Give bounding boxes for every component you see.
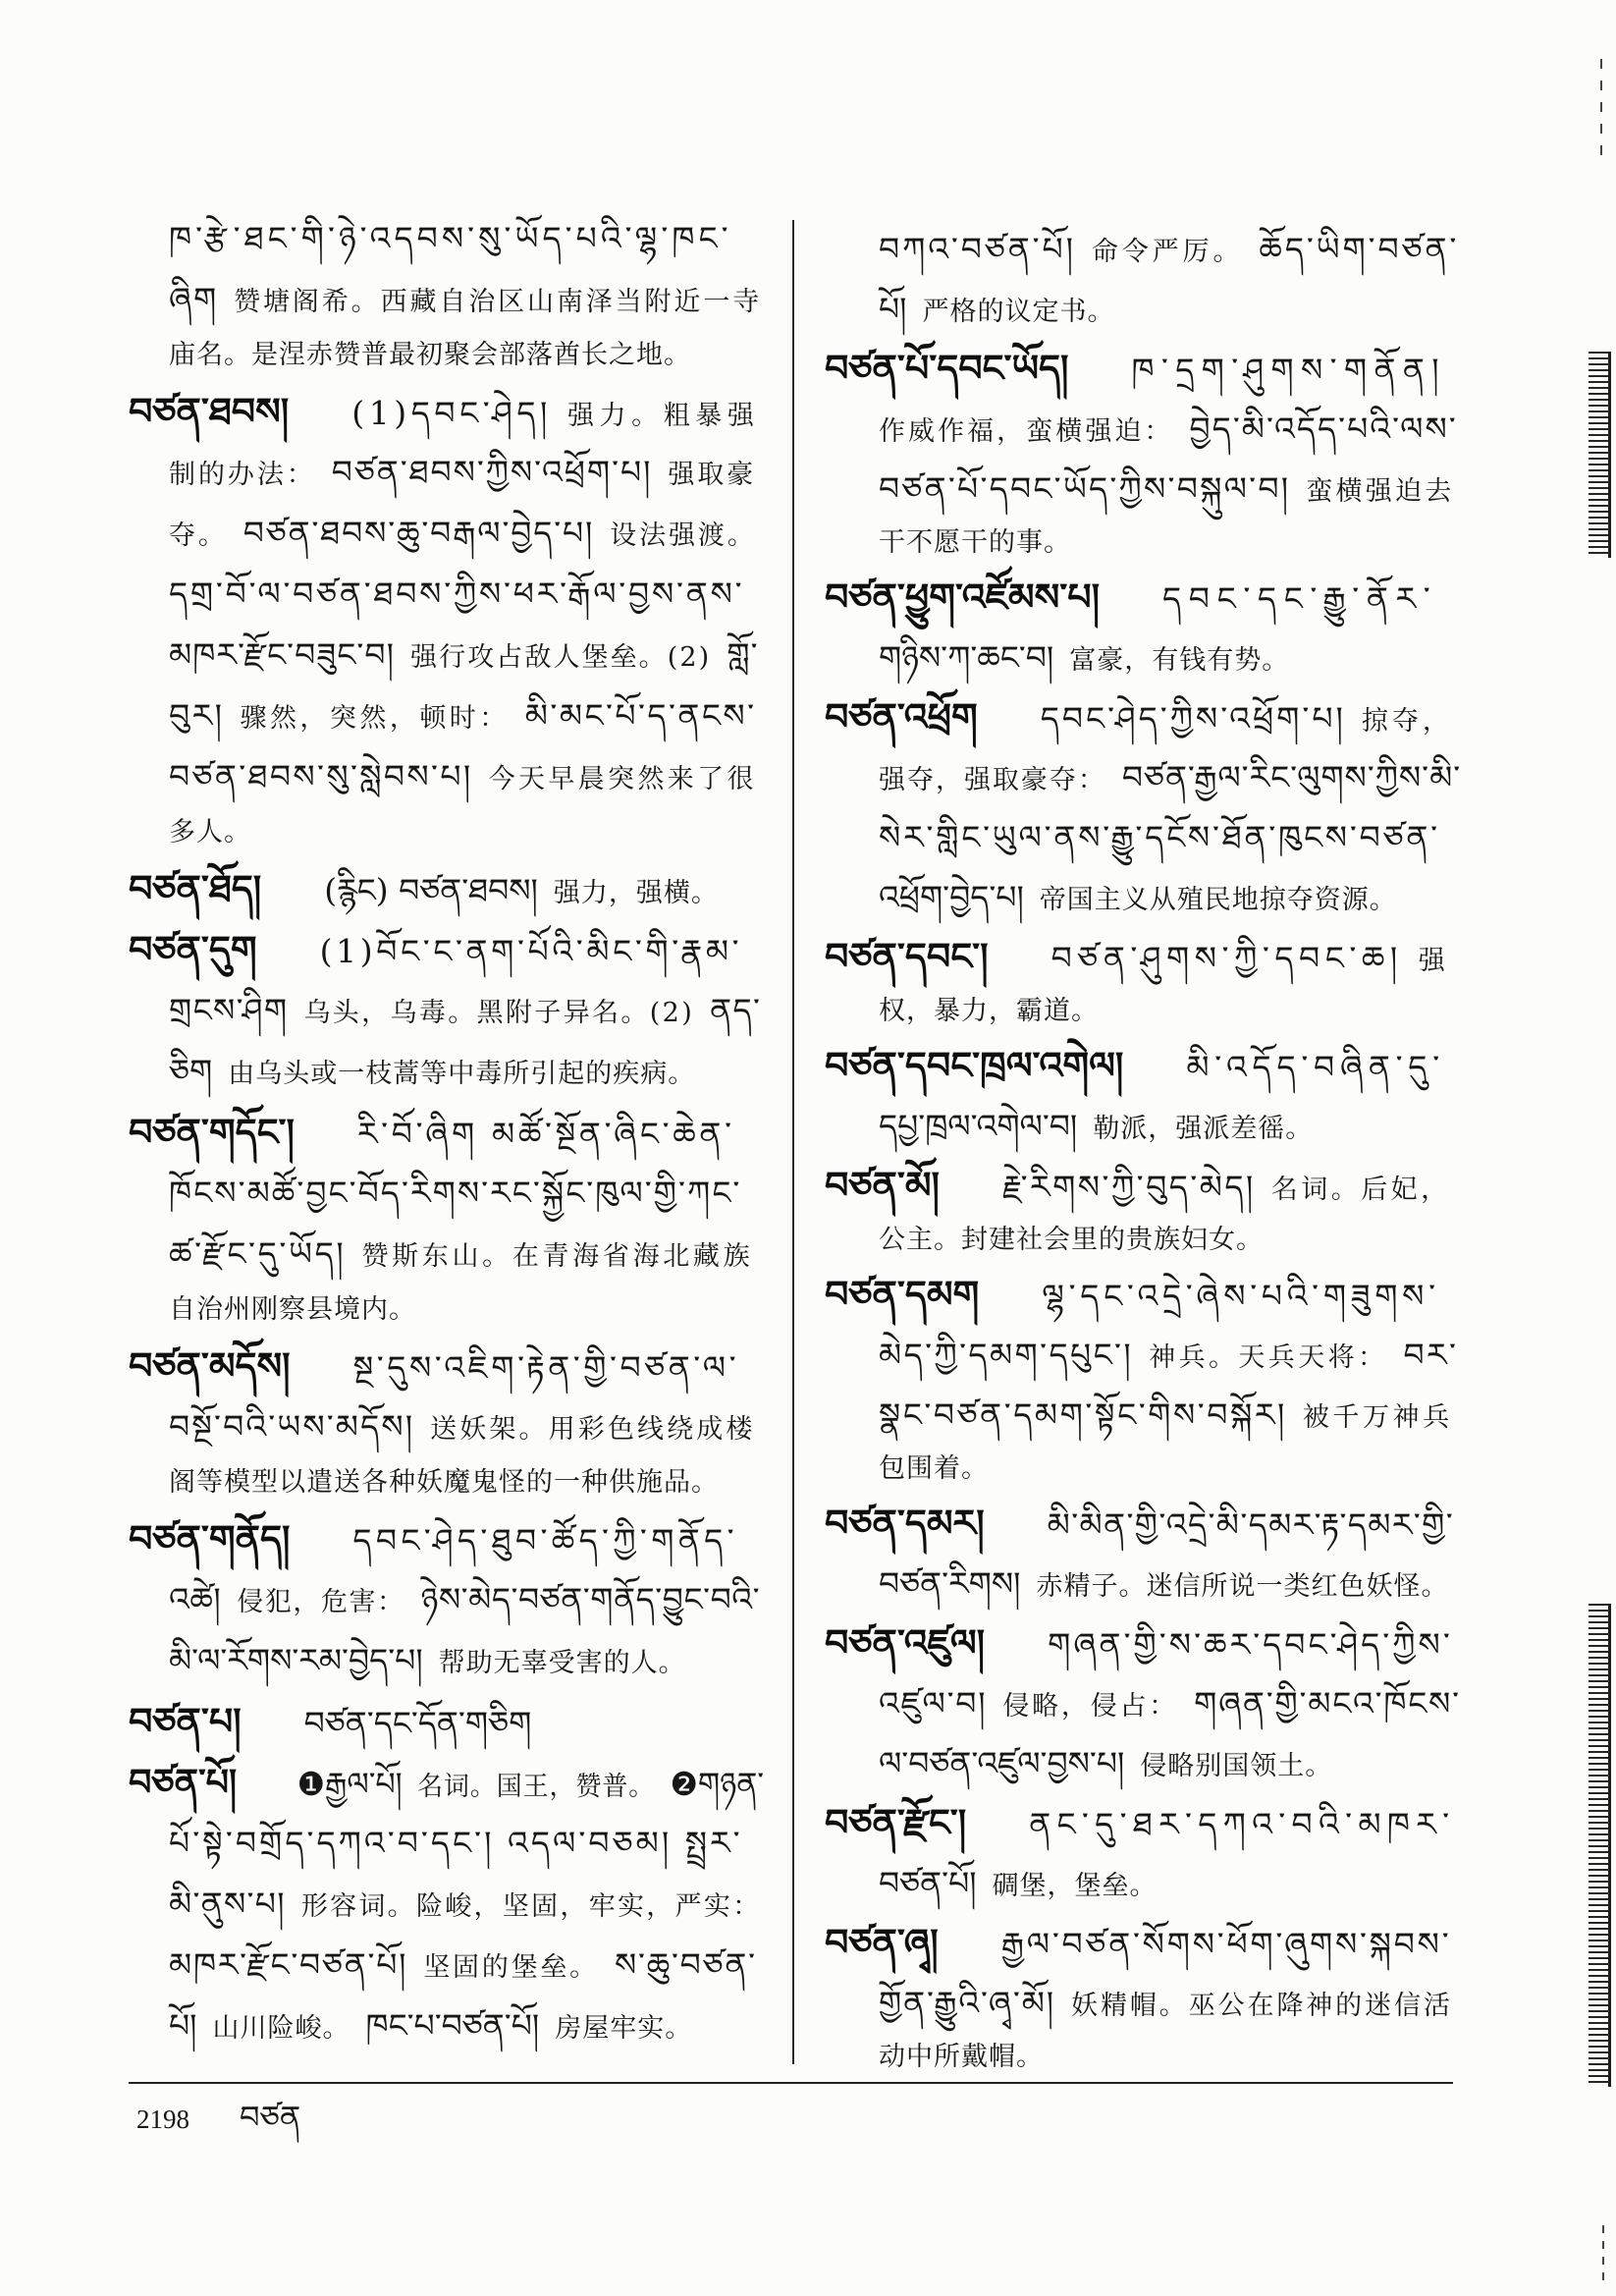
dictionary-entry [825, 1156, 1468, 1265]
line-content [169, 1457, 719, 1511]
tibetan-text: ལྷ་དང་འདྲེ་ཞེས་པའི་གཟུགས་ [1042, 1277, 1440, 1315]
chinese-text: 乌头，乌毒。黑附子异名。(2) [303, 998, 695, 1028]
chinese-text: 多人。 [169, 817, 251, 847]
tibetan-text: གློ་ [727, 635, 759, 674]
line-content [169, 807, 251, 861]
line-content [879, 1733, 1332, 1799]
line-content [879, 279, 1114, 345]
entry-line [129, 269, 764, 330]
chinese-text: 帝国主义从殖民地掠夺资源。 [1039, 885, 1397, 915]
scan-edge-ruler [1589, 1604, 1611, 2087]
line-content [879, 867, 1397, 933]
line-content [879, 628, 1289, 693]
tibetan-text: པོ། [879, 290, 907, 328]
scan-edge-mark [1600, 59, 1602, 162]
chinese-text: 今天早晨突然来了很 [488, 764, 757, 794]
tibetan-text: གཞན་གྱི་ས་ཆར་དབང་ཤེད་ཀྱིས་ [1048, 1625, 1453, 1664]
tibetan-text: ཚ་རྫོང་དུ་ཡོད། [169, 1234, 347, 1273]
tibetan-text: པོ། [169, 2006, 197, 2045]
line-content [169, 1813, 743, 1880]
entry-line [825, 519, 1468, 568]
line-content [879, 1216, 1264, 1268]
tibetan-text: བསྔོ་བའི་ཡས་མདོས། [169, 1407, 415, 1446]
entry-line [825, 807, 1468, 867]
line-content [169, 1041, 695, 1108]
dictionary-entry [825, 1613, 1468, 1793]
chinese-text: 帮助无辜受害的人。 [438, 1648, 686, 1678]
tibetan-text: བཙན་པོ་དབང་ཡོད་ཀྱིས་བསྐུལ་བ། [879, 469, 1291, 508]
line-content [879, 1445, 989, 1497]
line-content [169, 1163, 741, 1230]
tibetan-text: མི་ནུས་པ། [169, 1885, 286, 1923]
tibetan-text: འཚེ། [169, 1580, 222, 1618]
headword: བཙན་གདོང་། [129, 1111, 295, 1154]
entry-line [825, 1913, 1468, 1973]
entry-line [129, 919, 764, 980]
tibetan-text: ས་ཆུ་བཙན་ [614, 1945, 757, 1984]
line-content [879, 1554, 1448, 1619]
entry-line [825, 2033, 1468, 2082]
entry-line [129, 503, 764, 564]
tibetan-text: བཀའ་བཙན་པོ། [879, 230, 1076, 268]
tibetan-text: སྣང་བཙན་དམག་སྟོང་གིས་བསྐོར། [879, 1395, 1287, 1434]
scan-edge-ruler [1589, 352, 1611, 558]
chinese-text: 坚固的堡垒。 [423, 1952, 599, 1983]
line-content [879, 2033, 1044, 2085]
tibetan-text: དགྲ་བོ་ལ་བཙན་ཐབས་ཀྱིས་ཕར་རྒོལ་བྱས་ནས་ [169, 574, 745, 613]
entry-line [129, 442, 764, 503]
entry-line [129, 1874, 764, 1935]
chinese-text: 动中所戴帽。 [879, 2042, 1044, 2072]
line-content [129, 1336, 739, 1404]
line-content [879, 219, 1459, 285]
page-number: 2198 [136, 2105, 189, 2134]
dictionary-entry [129, 381, 764, 858]
headword: བཙན་དུག [129, 928, 257, 971]
chinese-text: 强取豪 [668, 460, 757, 490]
chinese-text: 强力。粗暴强 [566, 401, 760, 431]
tibetan-text: བཙན་རྒྱལ་རིང་ལུགས་ཀྱིས་མི་ [1121, 758, 1462, 796]
line-content [169, 503, 757, 570]
entry-line [129, 208, 764, 269]
entry-line [825, 1385, 1468, 1445]
tibetan-text: དབང་ཤེད་ཀྱིས་འཕྲོག་པ། [1040, 699, 1346, 738]
headword: བཙན་དམག [825, 1273, 980, 1316]
entry-line [129, 1508, 764, 1569]
headword: བཙན་དབང་ཁྲལ་འགེལ། [825, 1044, 1124, 1087]
tibetan-text: ལ་བཙན་འཛུལ་བྱས་པ། [879, 1744, 1125, 1782]
headword: བཙན་རྫོང་། [825, 1801, 967, 1844]
entry-line [129, 1457, 764, 1508]
headword: བཙན་ཐོད། [129, 867, 262, 910]
tibetan-text: མི་མང་པོ་ད་ནངས་ [524, 696, 757, 735]
line-content [879, 1096, 1313, 1162]
line-content [879, 1853, 1158, 1919]
entry-line [129, 381, 764, 442]
guide-word: བཙན [240, 2099, 301, 2136]
tibetan-text: མཁར་རྫོང་བཙན་པོ། [169, 1945, 408, 1984]
line-content [825, 568, 1437, 634]
tibetan-text: པོ་སྟེ་བགྲོད་དཀའ་བ་དང་། འདལ་བཅམ། སྤྲར་ [169, 1824, 743, 1862]
entry-line [825, 1096, 1468, 1156]
entry-line [825, 1673, 1468, 1733]
entry-line [129, 685, 764, 746]
entry-line [825, 1793, 1468, 1853]
chinese-text: 送妖架。用彩色线绕成楼 [430, 1414, 756, 1445]
chinese-text: 形容词。险峻，坚固，牢实，严实： [300, 1891, 762, 1922]
line-content [169, 1630, 686, 1697]
headword: བཙན་མོ། [825, 1164, 940, 1207]
line-content [825, 339, 1446, 406]
tibetan-text: གཞན་གྱི་མངའ་ཁོངས་ [1194, 1684, 1461, 1722]
dictionary-entry [129, 919, 764, 1102]
entry-line [129, 980, 764, 1041]
chinese-text: 夺。 [169, 520, 228, 551]
entry-line [129, 1102, 764, 1163]
left-column [129, 208, 764, 2056]
chinese-text: 权，暴力，霸道。 [879, 996, 1099, 1026]
headword: བཙན་ཕྱུག་འཛོམས་པ། [825, 575, 1101, 619]
tibetan-text: (1)བོང་ང་ནག་པོའི་མིང་གི་རྣམ་ [319, 932, 743, 970]
entry-line [825, 399, 1468, 459]
tibetan-text: ཅིག [169, 1052, 213, 1090]
tibetan-text: གྱོན་རྒྱུའི་ཞྭ་མོ། [879, 1984, 1056, 2022]
headword: བཙན་གནོད། [129, 1517, 291, 1560]
line-content [129, 858, 719, 927]
dictionary-entry [129, 1508, 764, 1691]
line-content [169, 685, 757, 752]
chinese-text: 房屋牢实。 [555, 2013, 693, 2044]
entry-line [129, 1396, 764, 1457]
chinese-text: 干不愿干的事。 [879, 527, 1071, 558]
tibetan-text: མེད་ཀྱི་དམག་དཔུང་། [879, 1336, 1134, 1374]
tibetan-text: བཙན་རིགས། [879, 1564, 1021, 1603]
line-content [879, 807, 1440, 873]
chinese-text: 严格的议定书。 [922, 297, 1115, 327]
tibetan-text: དབང་དང་རྒྱུ་ནོར་ [1162, 579, 1438, 618]
line-content [129, 919, 742, 988]
chinese-text: 赤精子。迷信所说一类红色妖怪。 [1036, 1571, 1449, 1602]
line-content [825, 1265, 1440, 1332]
entry-line [825, 1265, 1468, 1325]
entry-line [825, 219, 1468, 279]
chinese-text: 妖精帽。巫公在降神的迷信活 [1071, 1991, 1453, 2021]
line-content [879, 987, 1099, 1039]
line-content [169, 1396, 756, 1463]
entry-continuation [129, 208, 764, 381]
chinese-text: 命令严厉。 [1091, 237, 1244, 267]
entry-line [825, 1973, 1468, 2033]
dictionary-entry [825, 1036, 1468, 1156]
line-content [879, 399, 1458, 465]
entry-line [825, 568, 1468, 628]
chinese-text: 被千万神兵 [1302, 1402, 1453, 1433]
headword: བཙན་འཛུལ། [825, 1621, 986, 1665]
entry-line [825, 1853, 1468, 1913]
headword: བཙན་ཞྭ། [825, 1921, 939, 1964]
tibetan-text: བཙན་པོ། [879, 1864, 977, 1902]
chinese-text: 侵略，侵占： [1002, 1691, 1179, 1722]
entry-line [825, 1036, 1468, 1096]
chinese-text: 庙名。是涅赤赞普最初聚会部落酋长之地。 [169, 340, 691, 370]
tibetan-text: སེར་གླིང་ཡུལ་ནས་རྒྱུ་དངོས་ཐོན་ཁུངས་བཙན་ [879, 818, 1440, 856]
chinese-text: 自治州刚察县境内。 [169, 1294, 416, 1325]
tibetan-text: ❷གཉན་ [670, 1765, 764, 1803]
tibetan-text: འཛུལ་བ། [879, 1684, 988, 1722]
entry-line [825, 339, 1468, 399]
tibetan-text: ཞིག [169, 280, 219, 318]
tibetan-text: ནང་དུ་ཐར་དཀའ་བའི་མཁར་ [1029, 1805, 1456, 1843]
entry-line [825, 1733, 1468, 1793]
chinese-text: 富豪，有钱有势。 [1069, 645, 1290, 676]
entry-line [129, 1041, 764, 1102]
line-content [169, 980, 761, 1047]
tibetan-text: འཕྲོག་བྱེད་པ། [879, 878, 1024, 916]
line-content [169, 442, 756, 509]
chinese-text: 神兵。天兵天将： [1149, 1342, 1388, 1373]
entry-line [825, 687, 1468, 747]
line-content [169, 208, 732, 275]
tibetan-text: ཁ་རྩེ་ཐང་གི་ཉེ་འདབས་སུ་ཡོད་པའི་ལྷ་ཁང་ [169, 219, 732, 257]
tibetan-text: མཁར་རྫོང་བཟུང་བ། [169, 635, 396, 674]
chinese-text: 掠夺， [1361, 706, 1453, 737]
headword: བཙན་འཕྲོག [825, 695, 978, 738]
chinese-text: 强力，强横。 [553, 878, 719, 908]
dictionary-entry [129, 1102, 764, 1336]
tibetan-text: བྱེད་མི་འདོད་པའི་ལས་ [1189, 410, 1458, 448]
tibetan-text: མི་མིན་གྱི་འདྲེ་མི་དམར་རྟ་དམར་གྱི་ [1047, 1505, 1455, 1544]
line-content [879, 1325, 1458, 1391]
line-content [825, 1913, 1451, 1980]
line-content [169, 625, 759, 691]
headword: བཙན་པོ། [129, 1761, 238, 1804]
tibetan-text: ནད་ [710, 991, 762, 1029]
entry-line [825, 867, 1468, 927]
headword: བཙན་མདོས། [129, 1344, 291, 1388]
line-content [169, 1874, 761, 1941]
line-content [879, 1973, 1453, 2039]
tibetan-text: ཉེས་མེད་བཙན་གནོད་བྱུང་བའི་ [420, 1580, 761, 1618]
line-content [129, 1508, 738, 1577]
tibetan-text: ཁོངས་མཚོ་བྱང་བོད་རིགས་རང་སྐྱོང་ཁུལ་གྱི་ཀང་ [169, 1174, 742, 1212]
entry-line [825, 1554, 1468, 1613]
dictionary-entry [129, 1691, 764, 1752]
line-content [169, 1569, 760, 1636]
entry-line [129, 330, 764, 381]
chinese-text: 勒派，强派差徭。 [1093, 1114, 1314, 1144]
tibetan-text: བཙན་ཐབས་ཀྱིས་འཕྲོག་པ། [331, 453, 653, 491]
line-content [169, 1995, 692, 2062]
chinese-text: 骤然，突然，顿时： [240, 703, 510, 734]
line-content [169, 1224, 753, 1290]
tibetan-text: མི་འདོད་བཞིན་དུ་ [1186, 1048, 1445, 1086]
tibetan-text: དཔྱ་ཁྲལ་འགེལ་བ། [879, 1107, 1078, 1145]
tibetan-text: རྒྱལ་བཙན་སོགས་ཕོག་ཞུགས་སྐབས་ [1000, 1925, 1452, 1963]
entry-line [825, 1216, 1468, 1265]
entry-line [825, 1156, 1468, 1216]
line-content [879, 1385, 1453, 1450]
tibetan-text: གྲངས་ཤིག [169, 991, 289, 1029]
line-content [825, 1613, 1453, 1680]
chinese-text: 碉堡，堡垒。 [992, 1871, 1158, 1901]
tibetan-text: རྗེ་རིགས་ཀྱི་བུད་མེད། [1001, 1168, 1256, 1206]
line-content [879, 459, 1455, 524]
chinese-text: 强行攻占敌人堡垒。(2) [410, 642, 712, 673]
tibetan-text: བཙན་ཤུགས་ཀྱི་དབང་ཆ། [1050, 939, 1403, 977]
scan-edge-mark [1602, 2225, 1604, 2284]
line-content [825, 1793, 1455, 1860]
dictionary-entry [825, 687, 1468, 927]
entry-line [129, 1163, 764, 1224]
entry-line [825, 987, 1468, 1036]
entry-line [825, 1613, 1468, 1673]
chinese-text: 公主。封建社会里的贵族妇女。 [879, 1225, 1264, 1255]
dictionary-entry [825, 339, 1468, 568]
chinese-text: 名词。后妃， [1270, 1175, 1451, 1205]
line-content [169, 746, 757, 813]
chinese-text: 赞塘阁希。西藏自治区山南泽当附近一寺 [234, 287, 763, 317]
chinese-text: 设法强渡。 [610, 520, 757, 551]
entry-line [825, 927, 1468, 987]
line-content [169, 564, 744, 630]
chinese-text: 赞斯东山。在青海省海北藏族 [361, 1241, 754, 1272]
tibetan-text: རི་བོ་ཞིག མཚོ་སྔོན་ཞིང་ཆེན་ [356, 1115, 735, 1153]
line-content [129, 1691, 531, 1760]
entry-line [825, 747, 1468, 807]
line-content [825, 1494, 1454, 1560]
tibetan-text: སྔ་དུས་འཇིག་རྟེན་གྱི་བཙན་ལ་ [352, 1348, 740, 1387]
dictionary-entry [825, 1913, 1468, 2082]
entry-line [129, 746, 764, 807]
dictionary-entry [129, 1752, 764, 2056]
entry-line [129, 1813, 764, 1874]
dictionary-entry [825, 1793, 1468, 1913]
line-content [825, 1156, 1451, 1223]
entry-line [129, 1691, 764, 1752]
entry-line [129, 807, 764, 858]
tibetan-text: མི་ལ་རོགས་རམ་བྱེད་པ། [169, 1641, 423, 1679]
chinese-text: 制的办法： [169, 460, 316, 490]
tibetan-text: ཆོད་ཡིག་བཙན་ [1259, 230, 1460, 268]
line-content [129, 381, 759, 450]
tibetan-text: ❶རྒྱལ་པོ། [296, 1765, 403, 1803]
entry-line [129, 1630, 764, 1691]
tibetan-text: བཙན་དང་དོན་གཅིག [303, 1704, 532, 1742]
entry-line [825, 628, 1468, 687]
tibetan-text: བཙན་ཐབས་ཆུ་བརྒལ་བྱེད་པ། [242, 514, 595, 552]
headword: བཙན་དབང་། [825, 935, 989, 978]
tibetan-text: དབང་ཤེད་ཐུབ་ཚོད་ཀྱི་གནོད་ [352, 1521, 738, 1559]
entry-line [129, 1336, 764, 1396]
line-content [129, 1752, 764, 1821]
entry-line [825, 1325, 1468, 1385]
entry-line [129, 1285, 764, 1336]
tibetan-text: གཉིས་ཀ་ཆང་བ། [879, 638, 1054, 677]
dictionary-entry [825, 1494, 1468, 1613]
dictionary-entry [825, 568, 1468, 687]
line-content [879, 747, 1461, 813]
headword: བཙན་པོ་དབང་ཡོད། [825, 347, 1069, 390]
entry-line [129, 858, 764, 919]
line-content [825, 927, 1451, 994]
dictionary-entry [825, 927, 1468, 1036]
headword: བཙན་དམར། [825, 1502, 985, 1545]
entry-line [129, 625, 764, 685]
dictionary-entry [129, 1336, 764, 1508]
footer-rule [129, 2082, 1453, 2084]
right-column [825, 219, 1468, 2082]
entry-continuation [825, 219, 1468, 339]
chinese-text: 侵略别国领土。 [1140, 1751, 1333, 1781]
tibetan-text: བུར། [169, 696, 225, 735]
headword: བཙན་པ། [129, 1700, 242, 1743]
entry-line [129, 1569, 764, 1630]
tibetan-text: (རྙིང) བཙན་ཐབས། [324, 871, 538, 909]
column-divider [792, 220, 794, 2064]
entry-line [129, 1995, 764, 2056]
chinese-text: 由乌头或一枝蒿等中毒所引起的疾病。 [228, 1059, 696, 1089]
tibetan-text: ཁ་དྲག་ཤུགས་གནོན། [1131, 351, 1446, 389]
tibetan-text: བཙན་ཐབས་སུ་སླེབས་པ། [169, 757, 473, 795]
line-content [169, 1935, 757, 2001]
chinese-text: 强夺，强取豪夺： [879, 765, 1106, 795]
chinese-text: 阁等模型以遣送各种妖魔鬼怪的一种供施品。 [169, 1467, 719, 1498]
chinese-text: 名词。国王，赞普。 [417, 1772, 656, 1802]
entry-line [129, 1935, 764, 1995]
chinese-text: 山川险峻。 [212, 2013, 350, 2044]
dictionary-entry [825, 1265, 1468, 1494]
entry-line [129, 1752, 764, 1813]
line-content [169, 269, 762, 336]
line-content [879, 1673, 1461, 1739]
line-content [169, 1285, 416, 1339]
chinese-text: 包围着。 [879, 1453, 989, 1484]
entry-line [825, 1445, 1468, 1494]
entry-line [825, 459, 1468, 519]
entry-line [129, 564, 764, 625]
line-content [879, 519, 1071, 571]
entry-line [825, 279, 1468, 339]
tibetan-text: བར་ [1403, 1336, 1459, 1374]
dictionary-entry [129, 858, 764, 919]
line-content [129, 1102, 735, 1171]
chinese-text: 蛮横强迫去 [1306, 476, 1455, 507]
tibetan-text: (1)དབང་ཤེད། [351, 394, 552, 432]
line-content [169, 330, 691, 384]
tibetan-text: ཁང་པ་བཙན་པོ། [365, 2006, 540, 2045]
line-content [825, 1036, 1445, 1103]
chinese-text: 侵犯，危害： [237, 1587, 405, 1617]
chinese-text: 强 [1418, 946, 1452, 976]
entry-line [825, 1494, 1468, 1554]
line-content [825, 687, 1453, 754]
entry-line [129, 1224, 764, 1285]
chinese-text: 作威作福，蛮横强迫： [879, 416, 1174, 447]
headword: བཙན་ཐབས། [129, 390, 290, 433]
